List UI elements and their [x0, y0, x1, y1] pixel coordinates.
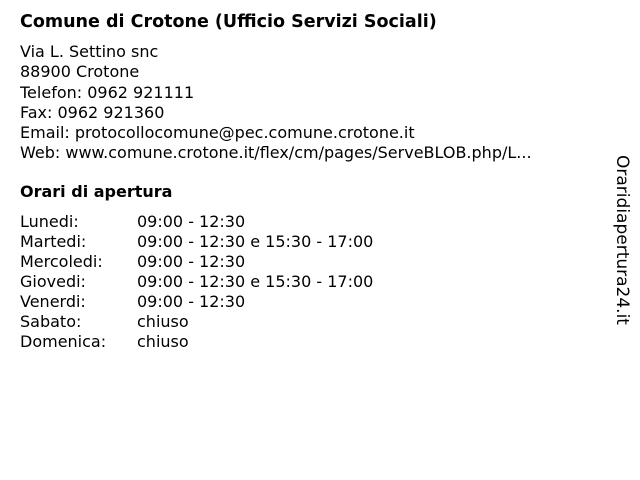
- day-hours: chiuso: [137, 311, 189, 331]
- hours-row-wednesday: [20, 252, 373, 272]
- info-card: [20, 10, 600, 352]
- hours-row-monday: [20, 212, 373, 232]
- address-line-2: 88900 Crotone: [20, 62, 140, 82]
- fax-row: [20, 103, 600, 123]
- hours-row-saturday: [20, 312, 373, 332]
- day-hours: 09:00 - 12:30: [137, 211, 246, 231]
- brand-watermark-link[interactable]: Oraridiapertura24.it: [612, 155, 632, 325]
- phone-row: [20, 83, 600, 103]
- opening-hours-heading: Orari di apertura: [20, 181, 173, 201]
- hours-row-friday: [20, 292, 373, 312]
- day-hours: 09:00 - 12:30: [137, 251, 246, 271]
- phone-label: Telefon:: [20, 82, 83, 102]
- phone-value[interactable]: 0962 921111: [87, 82, 195, 102]
- day-label: Sabato:: [20, 311, 82, 331]
- hours-row-tuesday: [20, 232, 373, 252]
- web-row: [20, 143, 600, 163]
- day-hours: chiuso: [137, 331, 189, 351]
- web-label: Web:: [20, 143, 61, 163]
- email-link[interactable]: protocollocomune@pec.comune.crotone.it: [74, 123, 415, 143]
- hours-row-thursday: [20, 272, 373, 292]
- fax-value: 0962 921360: [57, 102, 165, 122]
- hours-row-sunday: [20, 332, 373, 352]
- email-label: Email:: [20, 123, 70, 143]
- web-link[interactable]: www.comune.crotone.it/flex/cm/pages/ServeBLOB.php/L...: [65, 143, 532, 163]
- opening-hours-table: [20, 212, 373, 352]
- day-hours: 09:00 - 12:30 e 15:30 - 17:00: [137, 231, 374, 251]
- day-label: Domenica:: [20, 331, 107, 351]
- address-line-1: Via L. Settino snc: [20, 42, 159, 61]
- fax-label: Fax:: [20, 102, 53, 122]
- day-label: Martedi:: [20, 231, 87, 251]
- day-label: Giovedi:: [20, 271, 86, 291]
- day-hours: 09:00 - 12:30: [137, 291, 246, 311]
- page-title: Comune di Crotone (Ufficio Servizi Sociali): [20, 12, 437, 32]
- day-hours: 09:00 - 12:30 e 15:30 - 17:00: [137, 271, 374, 291]
- day-label: Lunedi:: [20, 211, 79, 231]
- day-label: Venerdi:: [20, 291, 86, 311]
- day-label: Mercoledi:: [20, 251, 103, 271]
- email-row: [20, 123, 600, 143]
